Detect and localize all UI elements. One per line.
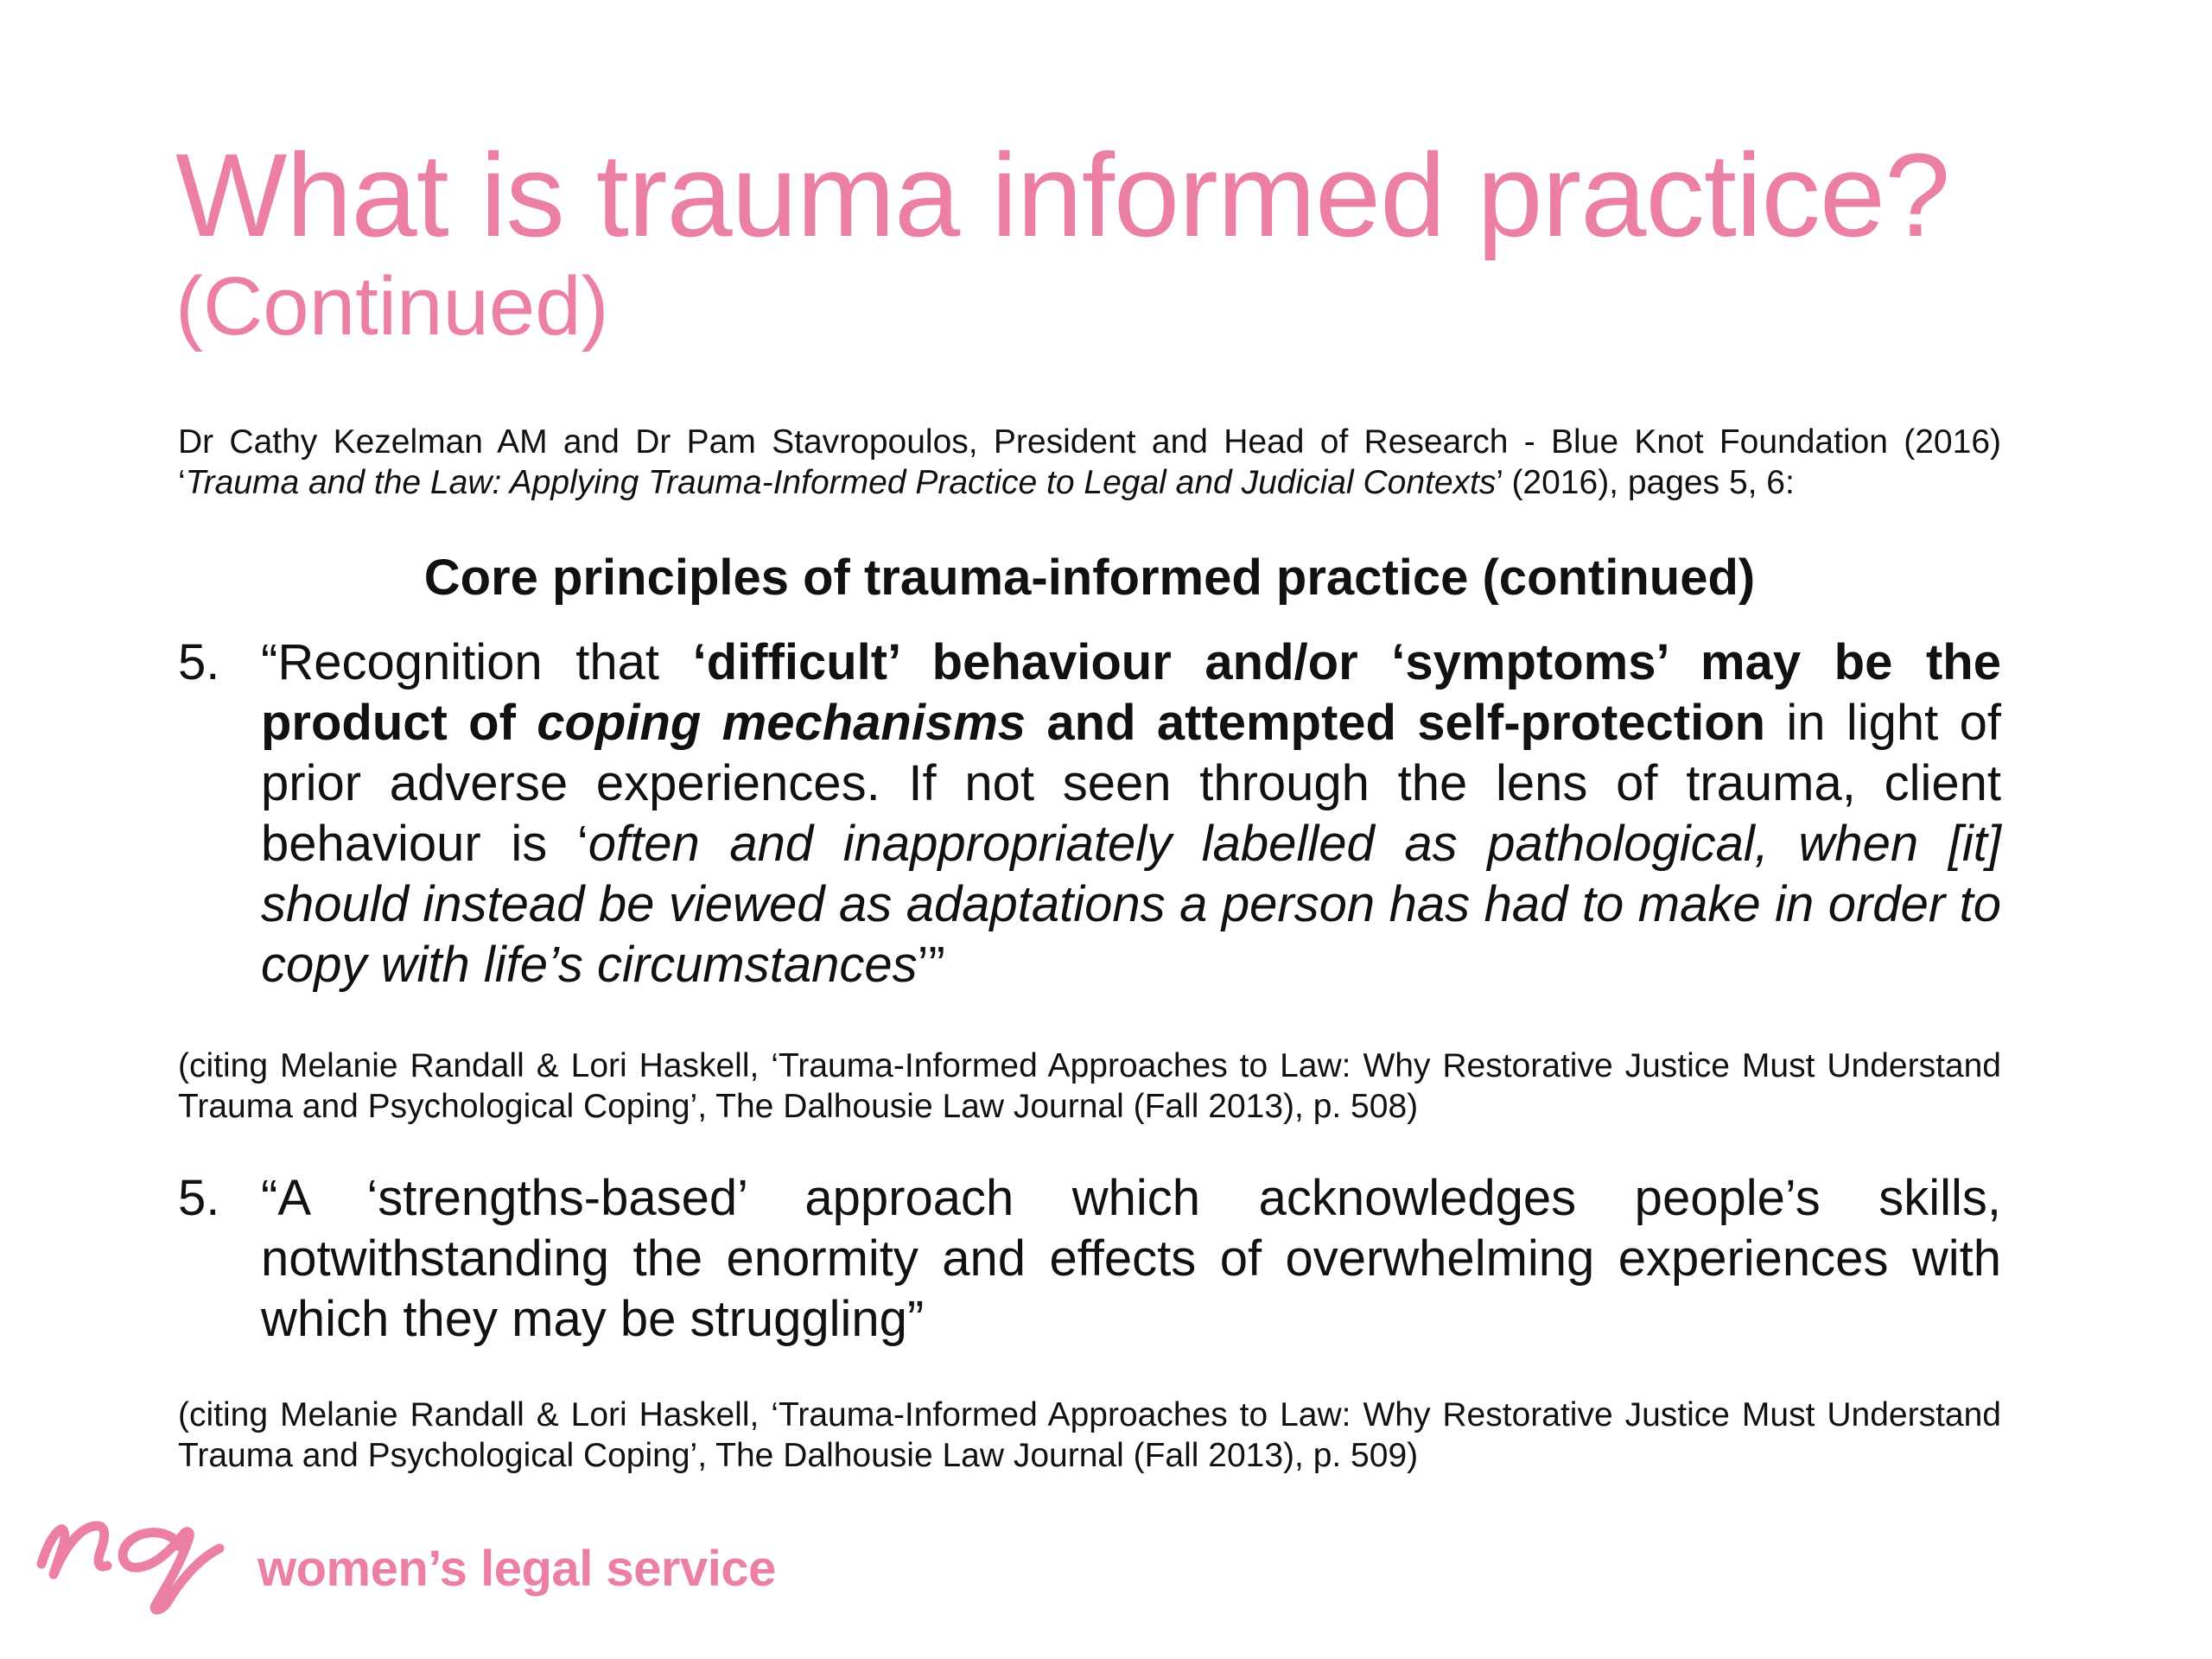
slide-content [178, 422, 2001, 1476]
source-tail: ’ (2016), pages 5, 6: [1496, 464, 1795, 501]
citation-1: (citing Melanie Randall & Lori Haskell, ‘Trauma-Informed Approaches to Law: Why Restorative Justice Must Understand Trauma and Psychological Coping’, The Dalhousie Law Journal (Fall 2013), p. 508) [178, 1046, 2001, 1125]
nq-logo-mark-icon [35, 1486, 276, 1616]
principle-text: “A ‘strengths-based’ approach which acknowledges people’s skills, notwithstanding the enormity and effects of overwhelming experiences with which they may be struggling” [261, 1169, 2001, 1347]
organisation-logo [35, 1486, 812, 1616]
principle-item-strengths [178, 1168, 2001, 1350]
principle-number: 5. [178, 633, 220, 690]
slide-title [175, 130, 2163, 353]
source-reference [178, 422, 2001, 503]
section-heading: Core principles of trauma-informed practice (continued) [423, 550, 1756, 606]
title-line-2: (Continued) [175, 260, 609, 353]
source-lead: Dr Cathy Kezelman AM and Dr Pam Stavropoulos, President and Head of Research - Blue Knot Foundation (2016) ‘ [178, 423, 2001, 501]
citation-2: (citing Melanie Randall & Lori Haskell, ‘Trauma-Informed Approaches to Law: Why Restorative Justice Must Understand Trauma and Psychological Coping’, The Dalhousie Law Journal (Fall 2013), p. 509) [178, 1395, 2001, 1474]
title-line-1: What is trauma informed practice? [175, 130, 1950, 262]
organisation-name: women’s legal service [257, 1541, 776, 1597]
principle-item-recognition [178, 632, 2001, 995]
principle-text: “Recognition that ‘difficult’ behaviour and/or ‘symptoms’ may be the product of coping mechanisms and attempted self-protection in light of prior adverse experiences. If not seen through the lens of trauma, client behaviour is ‘often and inappropriately labelled as pathological, when [it] should instead be viewed as adaptations a person has had to make in order to copy with life’s circumstances’” [261, 633, 2001, 993]
source-title: Trauma and the Law: Applying Trauma-Informed Practice to Legal and Judicial Contexts [185, 464, 1497, 501]
principle-number: 5. [178, 1169, 220, 1226]
